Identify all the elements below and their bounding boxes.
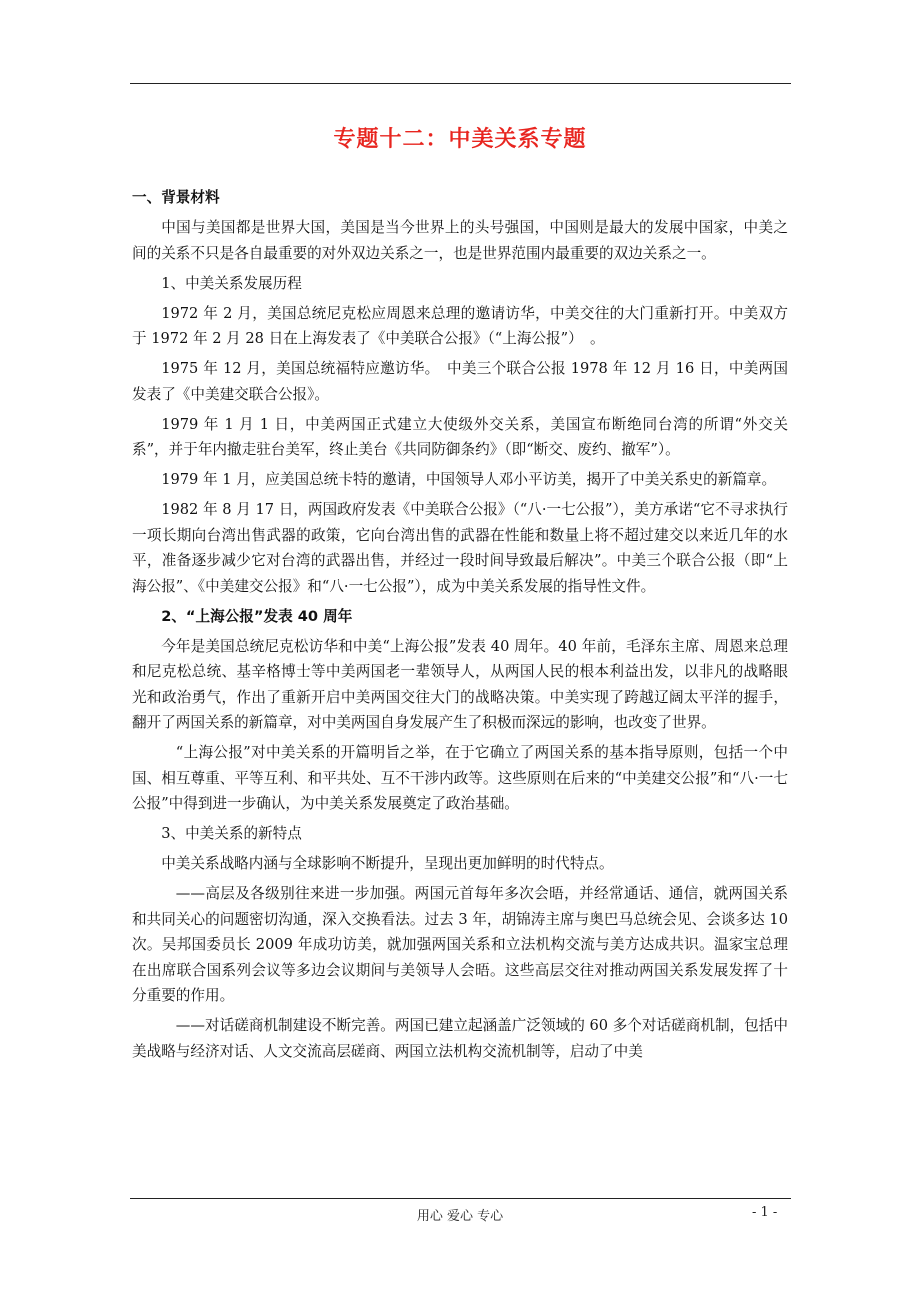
footer-motto: 用心 爱心 专心 (416, 1209, 504, 1224)
paragraph-high-level: ——高层及各级别往来进一步加强。两国元首每年多次会晤，并经常通话、通信，就两国关系和共同关心的问题密切沟通，深入交换看法。过去 3 年，胡锦涛主席与奥巴马总统会见、会谈多达 10 次。吴邦国委员长 2009 年成功访美，就加强两国关系和立法机构交流与美方达成共识。温家宝总理在出席联合国系列会议等多边会议期间与美领导人会晤。这些高层交往对推动两国关系发展发挥了十分重要的作用。 (132, 885, 788, 1004)
document-body (132, 185, 788, 1069)
paragraph-intro: 中国与美国都是世界大国，美国是当今世界上的头号强国，中国则是最大的发展中国家，中美之间的关系不只是各自最重要的对外双边关系之一，也是世界范围内最重要的双边关系之一。 (132, 219, 788, 262)
paragraph-1975: 1975 年 12 月，美国总统福特应邀访华。 中美三个联合公报 1978 年 12 月 16 日，中美两国发表了《中美建交联合公报》。 (132, 360, 788, 403)
subsection-history: 1、中美关系发展历程 (161, 274, 302, 292)
paragraph-principles: “上海公报”对中美关系的开篇明旨之举，在于它确立了两国关系的基本指导原则，包括一个中国、相互尊重、平等互利、和平共处、互不干涉内政等。这些原则在后来的“中美建交公报”和“八·一七公报”中得到进一步确认，为中美关系发展奠定了政治基础。 (132, 744, 788, 812)
page-number: - 1 - (752, 1205, 778, 1220)
paragraph-features-intro: 中美关系战略内涵与全球影响不断提升，呈现出更加鲜明的时代特点。 (161, 855, 614, 872)
paragraph-1979-relations: 1979 年 1 月 1 日，中美两国正式建立大使级外交关系，美国宣布断绝同台湾的所谓“外交关系”，并于年内撤走驻台美军，终止美台《共同防御条约》（即“断交、废约、撤军”）。 (132, 415, 788, 458)
paragraph-1972: 1972 年 2 月，美国总统尼克松应周恩来总理的邀请访华，中美交往的大门重新打开。中美双方于 1972 年 2 月 28 日在上海发表了《中美联合公报》（“上海公报”） 。 (132, 304, 788, 347)
footer-rule (130, 1198, 791, 1199)
paragraph-1982: 1982 年 8 月 17 日，两国政府发表《中美联合公报》（“八·一七公报”），美方承诺“它不寻求执行一项长期向台湾出售武器的政策，它向台湾出售的武器在性能和数量上将不超过建交以来近几年的水平，准备逐步减少它对台湾的武器出售，并经过一段时间导致最后解决”。中美三个联合公报（即“上海公报”、《中美建交公报》和“八·一七公报”），成为中美关系发展的指导性文件。 (132, 501, 788, 595)
paragraph-anniversary: 今年是美国总统尼克松访华和中美“上海公报”发表 40 周年。40 年前，毛泽东主席、周恩来总理和尼克松总统、基辛格博士等中美两国老一辈领导人，从两国人民的根本利益出发，以非凡的战略眼光和政治勇气，作出了重新开启中美两国交往大门的战略决策。中美实现了跨越辽阔太平洋的握手，翻开了两国关系的新篇章，对中美两国自身发展产生了积极而深远的影响，也改变了世界。 (132, 637, 788, 731)
subsection-shanghai-40: 2、“上海公报”发表 40 周年 (161, 607, 353, 625)
paragraph-dialogue: ——对话磋商机制建设不断完善。两国已建立起涵盖广泛领域的 60 多个对话磋商机制，包括中美战略与经济对话、人文交流高层磋商、两国立法机构交流机制等，启动了中美 (132, 1017, 788, 1060)
paragraph-1979-visit: 1979 年 1 月，应美国总统卡特的邀请，中国领导人邓小平访美，揭开了中美关系史的新篇章。 (161, 471, 777, 488)
subsection-new-features: 3、中美关系的新特点 (161, 825, 302, 842)
page-title: 专题十二：中美关系专题 (333, 127, 587, 152)
section-heading-background: 一、背景材料 (132, 189, 220, 206)
header-rule (130, 83, 791, 84)
